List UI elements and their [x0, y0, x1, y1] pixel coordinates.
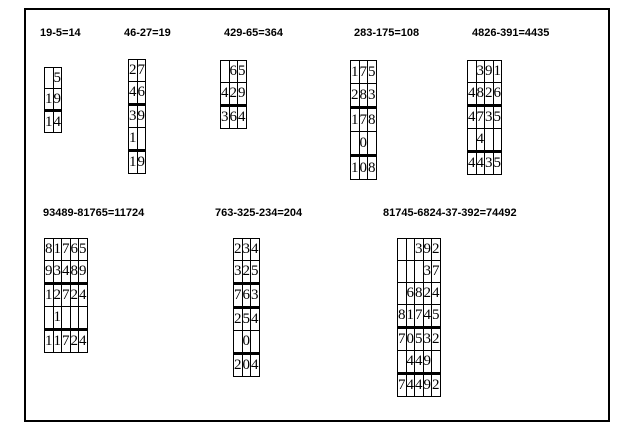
- digit-cell: 4: [468, 106, 477, 129]
- digit-cell: 6: [406, 283, 415, 305]
- digit-cell: 0: [406, 328, 415, 351]
- digit-cell: 1: [406, 305, 415, 328]
- digit-cell: 3: [53, 261, 62, 284]
- digit-cell: 3: [129, 105, 138, 128]
- digit-cell: [234, 331, 243, 354]
- grid-row: [221, 106, 247, 129]
- digit-cell: 1: [129, 151, 138, 174]
- digit-cell: 8: [70, 261, 79, 284]
- digit-cell: [485, 129, 494, 152]
- digit-cell: 1: [351, 108, 360, 132]
- digit-cell: 4: [238, 106, 247, 129]
- digit-cell: 7: [415, 305, 424, 328]
- digit-cell: 4: [476, 129, 485, 152]
- digit-cell: 2: [351, 84, 360, 108]
- grid-row: [234, 331, 260, 354]
- digit-cell: 6: [493, 83, 502, 106]
- digit-cell: [493, 129, 502, 152]
- grid-row: [45, 284, 88, 307]
- digit-cell: 2: [423, 283, 432, 305]
- grid-row: [398, 374, 441, 397]
- digit-cell: 7: [398, 374, 407, 397]
- digit-cell: 9: [485, 61, 494, 83]
- digit-cell: 1: [45, 330, 54, 353]
- digit-cell: 3: [242, 239, 251, 261]
- digit-cell: [368, 132, 377, 156]
- digit-cell: 4: [251, 308, 260, 331]
- grid-row: [398, 283, 441, 305]
- digit-cell: [468, 61, 477, 83]
- problem-label: 429-65=364: [224, 27, 284, 39]
- digit-cell: 0: [359, 132, 368, 156]
- digit-cell: 8: [359, 84, 368, 108]
- grid-row: [221, 61, 247, 83]
- digit-cell: 4: [415, 374, 424, 397]
- digit-cell: 2: [432, 239, 441, 261]
- digit-cell: 7: [359, 108, 368, 132]
- problem-label: 283-175=108: [354, 27, 420, 39]
- digit-grid: [233, 238, 260, 377]
- digit-cell: 0: [242, 331, 251, 354]
- digit-cell: 9: [45, 261, 54, 284]
- digit-cell: 4: [415, 351, 424, 374]
- digit-cell: 9: [423, 374, 432, 397]
- digit-cell: 9: [423, 239, 432, 261]
- grid-row: [129, 82, 146, 105]
- grid-row: [45, 68, 62, 89]
- digit-cell: 4: [129, 82, 138, 105]
- digit-cell: 9: [137, 105, 146, 128]
- digit-cell: 3: [485, 152, 494, 175]
- digit-cell: 7: [137, 60, 146, 82]
- digit-cell: 5: [368, 61, 377, 84]
- grid-row: [234, 354, 260, 377]
- digit-grid: [128, 59, 146, 174]
- digit-cell: 6: [229, 61, 238, 83]
- digit-grid: [220, 60, 247, 129]
- digit-cell: 9: [53, 89, 62, 111]
- digit-cell: 3: [423, 328, 432, 351]
- grid-row: [234, 261, 260, 284]
- digit-cell: 4: [476, 152, 485, 175]
- digit-cell: 1: [45, 111, 54, 133]
- digit-cell: 4: [423, 305, 432, 328]
- grid-row: [234, 308, 260, 331]
- digit-cell: 3: [423, 261, 432, 283]
- digit-cell: [468, 129, 477, 152]
- digit-cell: [398, 261, 407, 283]
- digit-grid: [350, 60, 377, 180]
- grid-row: [468, 106, 502, 129]
- digit-cell: 7: [398, 328, 407, 351]
- digit-cell: 4: [251, 354, 260, 377]
- digit-cell: [137, 128, 146, 151]
- grid-row: [468, 152, 502, 175]
- digit-cell: 2: [234, 239, 243, 261]
- digit-cell: 8: [398, 305, 407, 328]
- digit-cell: [432, 351, 441, 374]
- digit-cell: 5: [493, 152, 502, 175]
- grid-row: [468, 83, 502, 106]
- digit-cell: 1: [45, 89, 54, 111]
- digit-cell: 2: [70, 284, 79, 307]
- digit-cell: 8: [368, 156, 377, 180]
- digit-cell: 4: [53, 111, 62, 133]
- grid-row: [129, 60, 146, 82]
- digit-cell: 6: [70, 239, 79, 261]
- digit-cell: 0: [242, 354, 251, 377]
- digit-cell: 9: [137, 151, 146, 174]
- digit-cell: 1: [351, 61, 360, 84]
- grid-row: [45, 89, 62, 111]
- digit-cell: [62, 307, 71, 330]
- grid-row: [45, 239, 88, 261]
- digit-cell: 8: [415, 283, 424, 305]
- grid-row: [221, 83, 247, 106]
- digit-cell: 7: [432, 261, 441, 283]
- digit-cell: 2: [129, 60, 138, 82]
- digit-cell: 1: [351, 156, 360, 180]
- digit-cell: [45, 307, 54, 330]
- digit-cell: [398, 239, 407, 261]
- grid-row: [351, 84, 377, 108]
- digit-cell: 5: [53, 68, 62, 89]
- digit-cell: 3: [476, 61, 485, 83]
- digit-cell: 5: [79, 239, 88, 261]
- problem-label: 46-27=19: [124, 27, 171, 39]
- digit-cell: 9: [79, 261, 88, 284]
- digit-cell: 5: [432, 305, 441, 328]
- digit-cell: 7: [62, 239, 71, 261]
- digit-cell: 4: [221, 83, 230, 106]
- digit-cell: 4: [406, 374, 415, 397]
- digit-cell: 8: [476, 83, 485, 106]
- grid-row: [351, 156, 377, 180]
- digit-cell: 8: [368, 108, 377, 132]
- digit-cell: 1: [53, 239, 62, 261]
- digit-grid: [467, 60, 502, 175]
- digit-cell: [221, 61, 230, 83]
- digit-cell: 5: [415, 328, 424, 351]
- grid-row: [129, 128, 146, 151]
- digit-cell: [79, 307, 88, 330]
- digit-cell: 5: [242, 308, 251, 331]
- grid-row: [351, 132, 377, 156]
- grid-row: [398, 261, 441, 283]
- digit-cell: 1: [53, 307, 62, 330]
- digit-cell: 7: [62, 330, 71, 353]
- grid-row: [45, 307, 88, 330]
- digit-cell: 4: [468, 83, 477, 106]
- grid-row: [468, 129, 502, 152]
- grid-row: [398, 305, 441, 328]
- digit-cell: 4: [432, 283, 441, 305]
- digit-cell: 9: [423, 351, 432, 374]
- digit-cell: 5: [493, 106, 502, 129]
- grid-row: [129, 105, 146, 128]
- digit-cell: 5: [251, 261, 260, 284]
- digit-cell: 6: [137, 82, 146, 105]
- grid-row: [398, 239, 441, 261]
- digit-cell: 4: [468, 152, 477, 175]
- problem-label: 93489-81765=11724: [43, 207, 145, 219]
- digit-cell: 3: [368, 84, 377, 108]
- grid-row: [234, 239, 260, 261]
- digit-cell: 4: [79, 330, 88, 353]
- digit-cell: 3: [415, 239, 424, 261]
- digit-grid: [397, 238, 441, 397]
- digit-cell: 1: [129, 128, 138, 151]
- grid-row: [234, 284, 260, 308]
- digit-cell: [406, 239, 415, 261]
- digit-cell: [398, 283, 407, 305]
- problem-label: 4826-391=4435: [472, 27, 550, 39]
- digit-cell: 2: [70, 330, 79, 353]
- grid-row: [45, 330, 88, 353]
- digit-cell: 4: [79, 284, 88, 307]
- grid-row: [398, 328, 441, 351]
- digit-cell: 4: [251, 239, 260, 261]
- digit-cell: [251, 331, 260, 354]
- digit-cell: 2: [229, 83, 238, 106]
- digit-cell: 3: [251, 284, 260, 308]
- grid-row: [398, 351, 441, 374]
- digit-cell: 1: [493, 61, 502, 83]
- diagram-frame: [24, 8, 610, 422]
- digit-cell: 1: [45, 284, 54, 307]
- digit-cell: 3: [234, 261, 243, 284]
- grid-row: [351, 108, 377, 132]
- digit-cell: 2: [53, 284, 62, 307]
- grid-row: [45, 261, 88, 284]
- digit-cell: 7: [62, 284, 71, 307]
- digit-cell: [406, 261, 415, 283]
- problem-label: 19-5=14: [40, 27, 81, 39]
- digit-cell: 3: [221, 106, 230, 129]
- digit-cell: 3: [485, 106, 494, 129]
- digit-cell: [45, 68, 54, 89]
- grid-row: [351, 61, 377, 84]
- grid-row: [468, 61, 502, 83]
- problem-label: 81745-6824-37-392=74492: [383, 207, 517, 219]
- digit-cell: 0: [359, 156, 368, 180]
- digit-cell: 2: [242, 261, 251, 284]
- digit-cell: 2: [485, 83, 494, 106]
- digit-cell: 2: [432, 374, 441, 397]
- digit-cell: 2: [432, 328, 441, 351]
- digit-cell: 2: [234, 354, 243, 377]
- digit-cell: 6: [229, 106, 238, 129]
- digit-cell: 2: [234, 308, 243, 331]
- digit-cell: 7: [359, 61, 368, 84]
- digit-cell: 5: [238, 61, 247, 83]
- grid-row: [129, 151, 146, 174]
- digit-cell: 7: [234, 284, 243, 308]
- grid-row: [45, 111, 62, 133]
- digit-cell: 6: [242, 284, 251, 308]
- digit-cell: [415, 261, 424, 283]
- digit-cell: [351, 132, 360, 156]
- digit-cell: 9: [238, 83, 247, 106]
- digit-cell: 7: [476, 106, 485, 129]
- digit-cell: 4: [62, 261, 71, 284]
- digit-grid: [44, 238, 88, 353]
- digit-cell: 8: [45, 239, 54, 261]
- digit-cell: 4: [406, 351, 415, 374]
- digit-cell: [398, 351, 407, 374]
- digit-cell: 1: [53, 330, 62, 353]
- problem-label: 763-325-234=204: [215, 207, 303, 219]
- digit-grid: [44, 67, 62, 133]
- digit-cell: [70, 307, 79, 330]
